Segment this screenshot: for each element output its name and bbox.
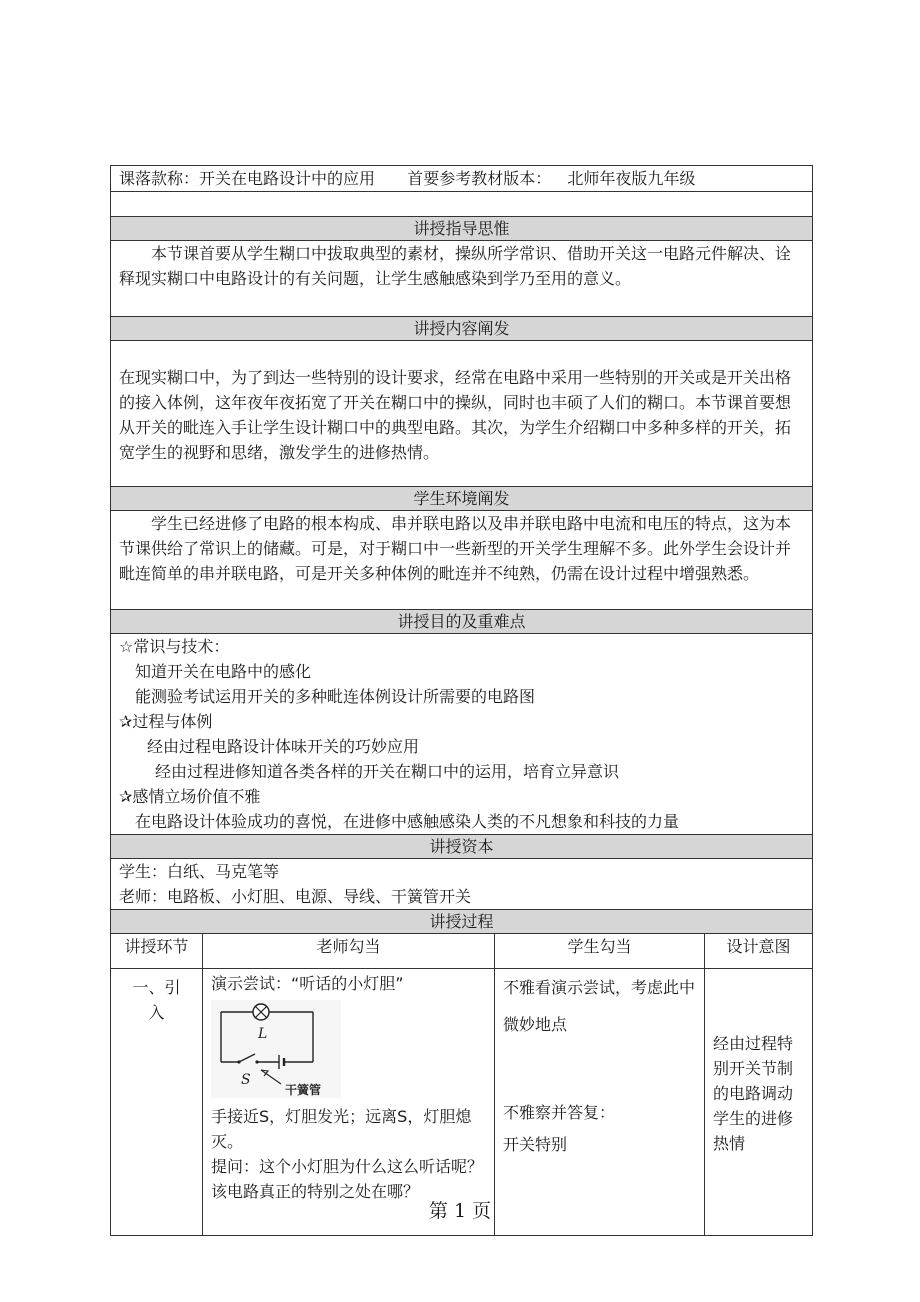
student-activity-2: 不雅察并答复： (503, 1103, 616, 1122)
col-teacher: 老师勾当 (203, 934, 495, 969)
demo-description: 手接近S，灯胆发光；远离S，灯胆熄灭。 (211, 1107, 472, 1151)
reed-circuit-diagram (211, 1000, 341, 1098)
col-student: 学生勾当 (495, 934, 705, 969)
course-label: 课落款称：开关在电路设计中的应用 (119, 169, 376, 188)
switch-label: S (241, 1072, 251, 1088)
lesson-plan-page (110, 165, 812, 1236)
goal-line: ✰过程与体例 (119, 712, 213, 731)
col-design: 设计意图 (705, 934, 813, 969)
process-title: 讲授过程 (111, 910, 813, 934)
resource-line: 学生：白纸、马克笔等 (119, 862, 280, 881)
content-title: 讲授内容阐发 (111, 317, 813, 341)
page-number: 第 1 页 (428, 1200, 492, 1222)
step-label: 一、引 入 (132, 978, 181, 1022)
guiding-title: 讲授指导思惟 (111, 217, 813, 241)
goal-line: 在电路设计体验成功的喜悦，在进修中感触感染人类的不凡想象和科技的力量 (135, 812, 680, 831)
content-text: 在现实糊口中，为了到达一些特别的设计要求，经常在电路中采用一些特别的开关或是开关出格的接入体例，这年夜年夜拓宽了开关在糊口中的操纵，同时也丰硕了人们的糊口。本节课首要想从开关的毗连入手让学生设计糊口中的典型电路。其次，为学生介绍糊口中多种多样的开关，拓宽学生的视野和思绪，激发学生的进修热情。 (111, 341, 813, 487)
col-step: 讲授环节 (111, 934, 203, 969)
goal-line: 能测验考试运用开关的多种毗连体例设计所需要的电路图 (135, 687, 536, 706)
goals-list (111, 634, 813, 835)
demo-question: 提问：这个小灯胆为什么这么听话呢？该电路真正的特别之处在哪？ (211, 1157, 484, 1201)
blank-row (111, 192, 813, 217)
resources-list (111, 859, 813, 910)
design-intent: 经由过程特别开关节制的电路调动学生的进修热情 (713, 1034, 794, 1153)
student-activity-3: 开关特别 (503, 1135, 568, 1154)
reed-label: 干簧管 (285, 1083, 322, 1097)
student-activity-1: 不雅看演示尝试，考虑此中微妙地点 (503, 978, 696, 1034)
textbook-value: 北师年夜版九年级 (567, 169, 696, 188)
goal-line: 经由过程进修知道各类各样的开关在糊口中的运用，培育立异意识 (155, 762, 620, 781)
goal-line: ☆常识与技术： (119, 637, 230, 656)
student-text: 学生已经进修了电路的根本构成、串并联电路以及串并联电路中电流和电压的特点，这为本节课供给了常识上的储藏。可是，对于糊口中一些新型的开关学生理解不多。此外学生会设计并毗连简单的串并联电路，可是开关多种体例的毗连并不纯熟，仍需在设计过程中增强熟悉。 (111, 511, 813, 610)
goal-line: 知道开关在电路中的感化 (135, 662, 312, 681)
resources-title: 讲授资本 (111, 835, 813, 859)
resource-line: 老师：电路板、小灯胆、电源、导线、干簧管开关 (119, 887, 472, 906)
goals-title: 讲授目的及重难点 (111, 610, 813, 634)
guiding-text: 本节课首要从学生糊口中拔取典型的素材，操纵所学常识、借助开关这一电路元件解决、诠释现实糊口中电路设计的有关问题，让学生感触感染到学乃至用的意义。 (111, 241, 813, 317)
textbook-label: 首要参考教材版本： (407, 169, 552, 188)
student-title: 学生环境阐发 (111, 487, 813, 511)
demo-title: 演示尝试：“听话的小灯胆” (211, 974, 404, 993)
goal-line: ✰感情立场价值不雅 (119, 787, 261, 806)
goal-line: 经由过程电路设计体味开关的巧妙应用 (147, 737, 420, 756)
lesson-plan-table (110, 165, 813, 1236)
lamp-label: L (258, 1026, 268, 1042)
course-header (111, 166, 813, 192)
